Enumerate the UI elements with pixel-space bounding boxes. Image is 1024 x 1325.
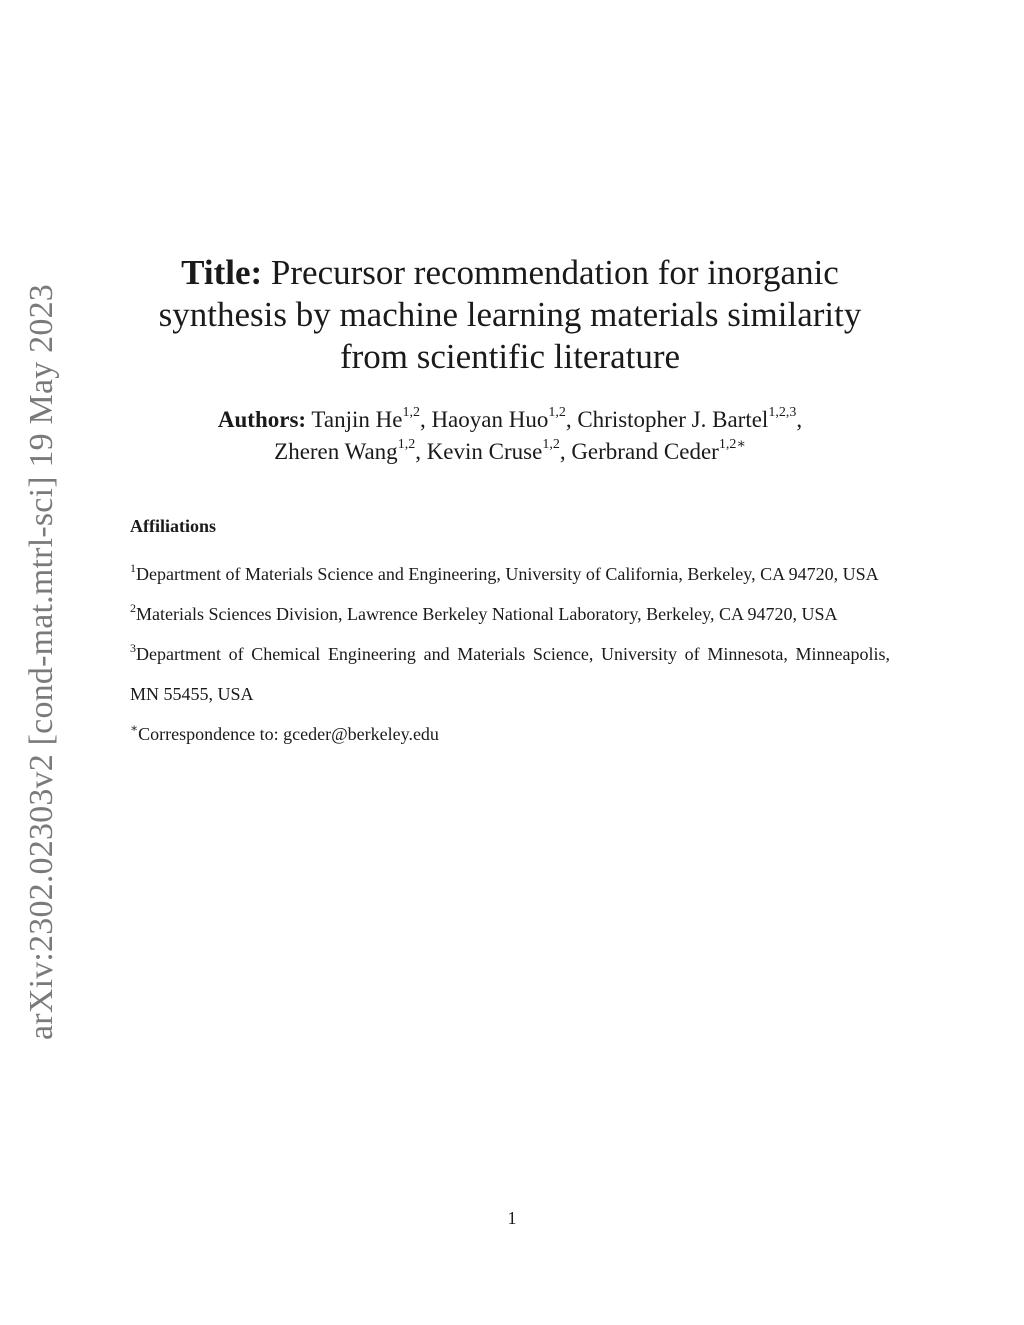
authors-label: Authors: (217, 407, 307, 432)
correspondence-note (130, 714, 890, 754)
affiliation-text: Department of Materials Science and Engineering, University of California, Berkeley, CA 94720, USA (136, 564, 879, 584)
affiliation-marker: 2 (130, 601, 136, 615)
author-name: Haoyan Huo (431, 407, 549, 432)
affiliation-item (130, 554, 890, 594)
authors-list (120, 404, 900, 468)
affiliation-marker: 3 (130, 641, 136, 655)
page-number: 1 (507, 1208, 517, 1228)
author-affiliation-marker: 1,2 (397, 437, 416, 453)
affiliation-text: Materials Sciences Division, Lawrence Berkeley National Laboratory, Berkeley, CA 94720, USA (136, 604, 838, 624)
affiliations-heading: Affiliations (130, 516, 217, 536)
author-name: Zheren Wang (274, 439, 398, 464)
author-affiliation-marker: 1,2∗ (718, 437, 746, 453)
authors-line-1: Authors: Tanjin He$^{1,2}$, Haoyan Huo$^{1,2}$, Christopher J. Bartel$^{1,2,3}$, (217, 405, 803, 432)
author-name: Gerbrand Ceder (571, 439, 719, 464)
paper-title (120, 252, 900, 378)
author-affiliation-marker: 1,2 (548, 405, 566, 421)
title-label: Title: (181, 253, 263, 292)
affiliations-section (130, 514, 890, 754)
author-name: Tanjin He (311, 407, 403, 432)
correspondence-text: Correspondence to: gceder@berkeley.edu (138, 724, 439, 744)
title-line-2: synthesis by machine learning materials similarity (158, 295, 862, 334)
affiliation-item (130, 634, 890, 714)
author-affiliation-marker: 1,2 (402, 405, 420, 421)
arxiv-identifier-stamp: arXiv:2302.02303v2 [cond-mat.mtrl-sci] 19 May 2023 (23, 284, 60, 1040)
author-affiliation-marker: 1,2,3 (768, 405, 797, 421)
author-name: Kevin Cruse (426, 439, 543, 464)
correspondence-marker: ∗ (130, 721, 139, 735)
author-affiliation-marker: 1,2 (542, 437, 560, 453)
authors-line-2: Zheren Wang$^{1,2}$, Kevin Cruse$^{1,2}$, Gerbrand Ceder$^{1,2∗}$ (274, 437, 746, 464)
title-line-1: Title: Precursor recommendation for inorganic (181, 253, 839, 292)
author-name: Christopher J. Bartel (577, 407, 769, 432)
affiliation-item (130, 594, 890, 634)
affiliation-marker: 1 (130, 561, 136, 575)
title-line-3: from scientific literature (339, 337, 681, 376)
affiliation-text: Department of Chemical Engineering and Materials Science, University of Minnesota, Minneapolis, MN 55455, USA (130, 644, 890, 704)
